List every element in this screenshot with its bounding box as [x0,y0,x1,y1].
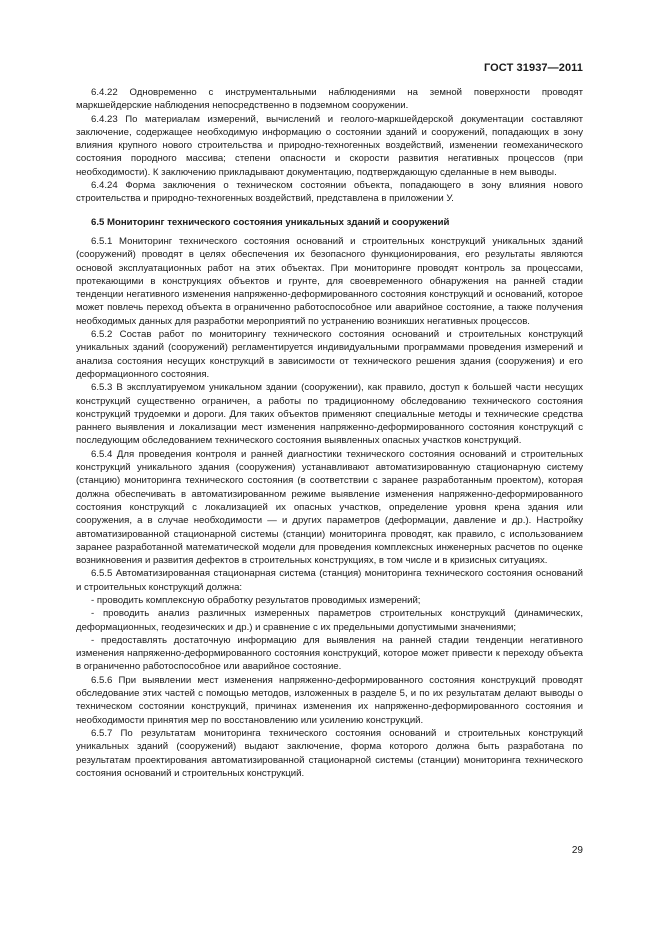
paragraph-6-4-24: 6.4.24 Форма заключения о техническом состоянии объекта, попадающего в зону влияния нового строительства и природно-техногенных воздействий, представлена в приложении У. [76,180,583,205]
document-header: ГОСТ 31937—2011 [483,62,583,74]
paragraph-6-5-3: 6.5.3 В эксплуатируемом уникальном здании (сооружении), как правило, доступ к большей части несущих конструкций существенно ограничен, а работы по традиционному обследованию технического состояния конструкций трудоемки и дороги. Для таких объектов применяют специальные методы и технические средства раннего выявления и локализации мест изменения напряженно-деформированного состояния конструкций с последующим обследованием технического состояния выявленных опасных участков конструкций. [76,382,583,447]
paragraph-6-5-1: 6.5.1 Мониторинг технического состояния оснований и строительных конструкций уникальных зданий (сооружений) проводят в целях обеспечения их безопасного функционирования, его результаты являются основой эксплуатационных работ на этих объектах. При мониторинге проводят контроль за процессами, протекающими в конструкциях объектов и грунте, для своевременного обнаружения на ранней стадии тенденции негативного изменения напряженно-деформированного состояния конструкций и оснований, которое может повлечь переход объекта в ограниченно работоспособное или аварийное состояние, а также получения необходимых данных для разработки мероприятий по устранению возникших негативных процессов. [76,235,583,327]
paragraph-6-5-2: 6.5.2 Состав работ по мониторингу технического состояния оснований и строительных конструкций уникальных зданий (сооружений) регламентируется индивидуальными программами проведения измерений и анализа состояния несущих конструкций в зависимости от технического решения здания (сооружения) и его деформационного состояния. [76,329,583,380]
paragraph-6-5-5: 6.5.5 Автоматизированная стационарная система (станция) мониторинга технического состояния оснований и строительных конструкций должна: [76,568,583,593]
list-item: - предоставлять достаточную информацию для выявления на ранней стадии тенденции негативного изменения напряженно-деформированного состояния конструкций, которое может привести к переходу объекта в ограниченно работоспособное или аварийное состояние. [76,634,583,673]
list-item: - проводить комплексную обработку результатов проводимых измерений; [91,594,421,606]
section-heading-6-5: 6.5 Мониторинг технического состояния уникальных зданий и сооружений [91,216,450,228]
list-item: - проводить анализ различных измеренных параметров строительных конструкций (динамических, деформационных, геодезических и др.) и сравнение с их предельными допустимыми значениями; [76,608,583,633]
paragraph-6-5-6: 6.5.6 При выявлении мест изменения напряженно-деформированного состояния конструкций проводят обследование этих частей с помощью методов, изложенных в разделе 5, и по их результатам делают выводы о техническом состоянии конструкций, причинах изменения их напряженно-деформированного состояния и необходимости принятия мер по восстановлению или усилению конструкций. [76,674,583,726]
paragraph-6-4-22: 6.4.22 Одновременно с инструментальными наблюдениями на земной поверхности проводят маркшейдерские наблюдения непосредственно в подземном сооружении. [76,87,583,112]
page-number: 29 [571,845,583,856]
paragraph-6-5-4: 6.5.4 Для проведения контроля и ранней диагностики технического состояния оснований и строительных конструкций уникального здания (сооружения) устанавливают автоматизированную стационарную систему (станцию) мониторинга технического состояния (в соответствии с заранее разработанным проектом), которая должна обеспечивать в автоматизированном режиме выявление изменения напряженно-деформированного состояния конструкций с локализацией их опасных участков, определение уровня крена здания или сооружения, а в случае необходимости — и других параметров (деформации, давление и др.). Настройку автоматизированной стационарной системы (станции) мониторинга проводят, как правило, с использованием заранее разработанной математической модели для проведения комплексных инженерных расчетов по оценке возникновения и развития дефектов в строительных конструкциях, в том числе и в кризисных ситуациях. [76,448,583,567]
paragraph-6-4-23: 6.4.23 По материалам измерений, вычислений и геолого-маркшейдерской документации составляют заключение, содержащее необходимую информацию о состоянии зданий и сооружений, попадающих в зону влияния крупного нового строительства и природно-техногенных воздействий, изменении геомеханического состояния породного массива; степени опасности и скорости развития негативных процессов (при необходимости). К заключению прикладывают документацию, подтверждающую сделанные в нем выводы. [76,113,583,178]
paragraph-6-5-7: 6.5.7 По результатам мониторинга технического состояния оснований и строительных конструкций уникальных зданий (сооружений) выдают заключение, форма которого должна быть разработана по результатам проектирования автоматизированной стационарной системы (станции) мониторинга технического состояния оснований и строительных конструкций. [76,727,583,779]
page-body [76,86,583,780]
